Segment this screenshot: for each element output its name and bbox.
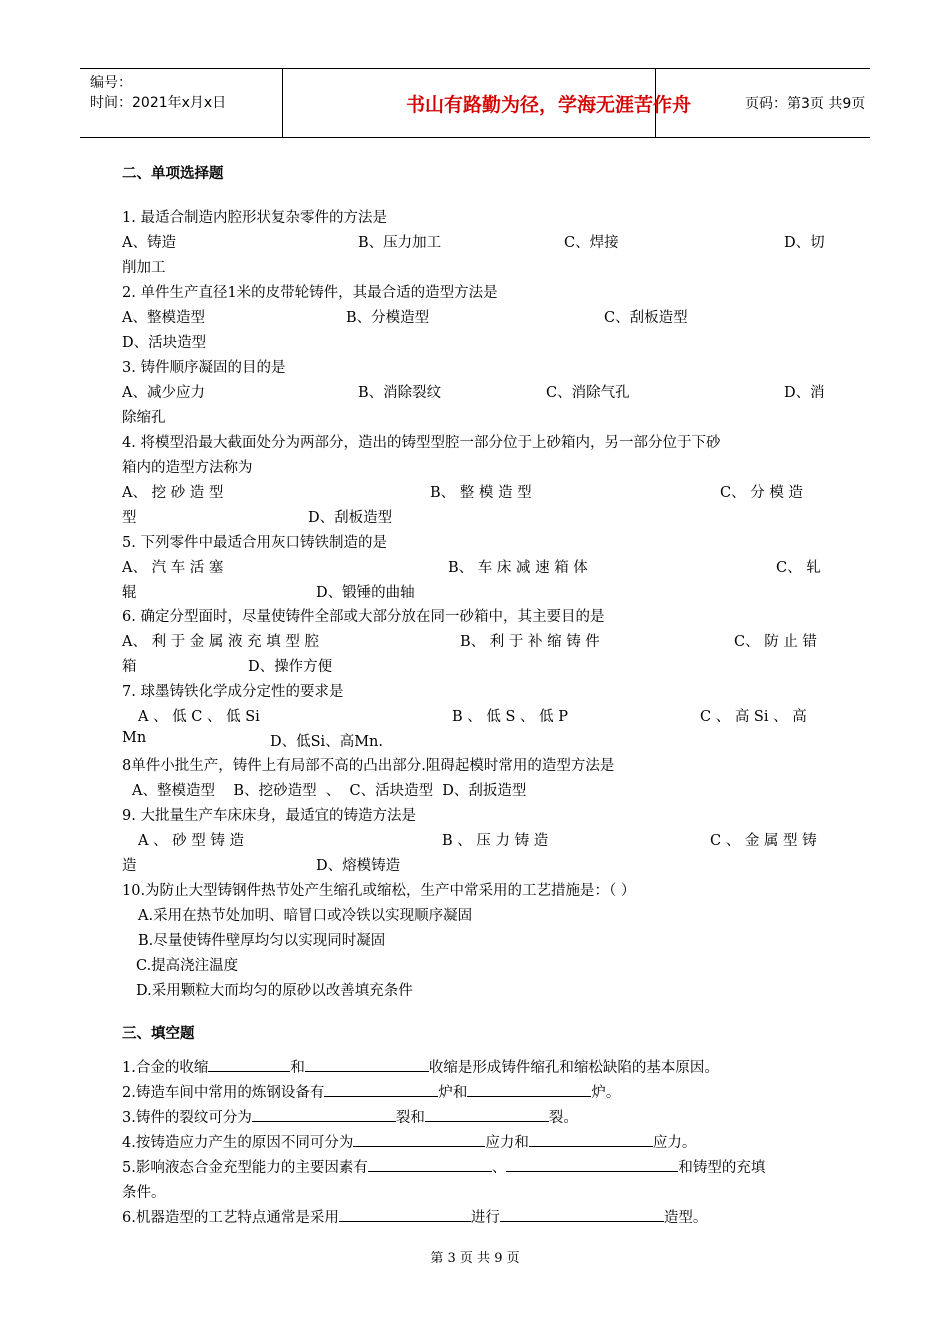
question-6-option-d: D、操作方便 [248,659,333,675]
fill-2-text-b: 炉和 [438,1085,468,1101]
fill-6-text-c: 造型。 [663,1210,708,1226]
fill-6-blank-2[interactable] [500,1207,664,1222]
question-7-option-c-cont: Mn [122,730,147,746]
question-9-option-d: D、熔模铸造 [316,858,401,874]
fill-6-blank-1[interactable] [339,1207,471,1222]
question-3-option-b: B、消除裂纹 [358,385,442,401]
question-4-option-b: B、 整 模 造 型 [430,485,532,501]
question-10-option-a: A.采用在热节处加明、暗冒口或冷铁以实现顺序凝固 [138,908,473,924]
fill-1-text-b: 和 [290,1060,305,1076]
question-2-stem: 2. 单件生产直径1米的皮带轮铸件，其最合适的造型方法是 [122,285,498,301]
fill-question-2 [122,1081,620,1102]
fill-5-text-a: 5.影响液态合金充型能力的主要因素有 [122,1160,368,1176]
question-5-option-a: A、 汽 车 活 塞 [122,560,224,576]
question-4-option-c-cont: 型 [122,510,137,526]
question-9-option-a: A 、 砂 型 铸 造 [138,833,245,849]
question-10-option-d: D.采用颗粒大而均匀的原砂以改善填充条件 [136,983,413,999]
question-1-option-c: C、焊接 [564,235,619,251]
question-7-option-a: A 、 低 C 、 低 Si [138,709,260,725]
fill-2-text-c: 炉。 [591,1085,621,1101]
question-6-option-a: A、 利 于 金 属 液 充 填 型 腔 [122,634,319,650]
fill-2-blank-2[interactable] [467,1082,591,1097]
page-header [80,68,870,138]
fill-6-text-b: 进行 [470,1210,500,1226]
question-4-option-d: D、刮板造型 [308,510,393,526]
question-6-option-b: B、 利 于 补 缩 铸 件 [460,634,600,650]
fill-3-text-a: 3.铸件的裂纹可分为 [122,1110,252,1126]
question-8-stem: 8单件小批生产，铸件上有局部不高的凸出部分.阻碍起模时常用的造型方法是 [122,758,615,774]
fill-5-blank-1[interactable] [368,1157,492,1172]
question-10-stem: 10.为防止大型铸钢件热节处产生缩孔或缩松，生产中常采用的工艺措施是：（ ） [122,883,636,899]
fill-3-text-c: 裂。 [548,1110,578,1126]
page-footer: 第 3 页 共 9 页 [430,1251,520,1266]
header-motto: 书山有路勤为径，学海无涯苦作舟 [405,93,691,116]
question-9-option-c: C 、 金 属 型 铸 [710,833,817,849]
fill-1-blank-2[interactable] [305,1057,429,1072]
question-3-option-c: C、消除气孔 [546,385,630,401]
question-4-option-c: C、 分 模 造 [720,485,803,501]
fill-question-3 [122,1106,578,1127]
fill-question-5-cont: 条件。 [122,1185,166,1201]
question-7-option-d: D、低Si、高Mn. [270,734,383,750]
question-10-option-b: B.尽量使铸件壁厚均匀以实现同时凝固 [138,933,386,949]
fill-5-blank-2[interactable] [506,1157,678,1172]
fill-4-text-a: 4.按铸造应力产生的原因不同可分为 [122,1135,354,1151]
fill-6-text-a: 6.机器造型的工艺特点通常是采用 [122,1210,339,1226]
question-6-option-c-cont: 箱 [122,659,137,675]
question-5-option-d: D、锻锤的曲轴 [316,585,415,601]
question-5-option-b: B、 车 床 减 速 箱 体 [448,560,588,576]
fill-question-1 [122,1056,719,1077]
question-1-option-a: A、铸造 [122,235,176,251]
section-title-single-choice: 二、单项选择题 [122,166,224,182]
fill-1-blank-1[interactable] [208,1057,290,1072]
fill-4-text-b: 应力和 [485,1135,529,1151]
question-5-option-c-cont: 辊 [122,585,137,601]
fill-question-6 [122,1206,707,1227]
fill-4-blank-2[interactable] [529,1132,653,1147]
question-2-option-b: B、分模造型 [346,310,430,326]
question-5-option-c: C、 轧 [776,560,821,576]
question-3-stem: 3. 铸件顺序凝固的目的是 [122,360,286,376]
question-7-option-c: C 、 高 Si 、 高 [700,709,807,725]
fill-5-text-b: 、 [491,1160,507,1176]
question-10-option-c: C.提高浇注温度 [136,958,239,974]
fill-1-text-a: 1.合金的收缩 [122,1060,209,1076]
header-divider [282,69,283,137]
question-4-stem-cont: 箱内的造型方法称为 [122,460,253,476]
question-6-option-c: C、 防 止 错 [734,634,817,650]
fill-3-blank-2[interactable] [425,1107,549,1122]
fill-3-text-b: 裂和 [395,1110,425,1126]
fill-2-blank-1[interactable] [324,1082,438,1097]
doc-number-label: 编号： [90,75,132,91]
question-1-option-d-cont: 削加工 [122,260,166,276]
question-9-option-b: B 、 压 力 铸 造 [442,833,549,849]
question-1-option-d: D、切 [784,235,825,251]
question-3-option-a: A、减少应力 [122,385,205,401]
question-2-option-a: A、整模造型 [122,310,205,326]
fill-question-5 [122,1156,765,1177]
fill-3-blank-1[interactable] [252,1107,396,1122]
question-9-stem: 9. 大批量生产车床床身，最适宜的铸造方法是 [122,808,416,824]
fill-question-4 [122,1131,696,1152]
fill-5-text-c: 和铸型的充填 [678,1160,766,1176]
question-3-option-d-cont: 除缩孔 [122,410,166,426]
question-6-stem: 6. 确定分型面时，尽量使铸件全部或大部分放在同一砂箱中，其主要目的是 [122,609,605,625]
question-8-options: A、整模造型 B、挖砂造型 、 C、活块造型 D、刮扳造型 [132,783,527,799]
header-meta [90,73,226,113]
question-4-option-a: A、 挖 砂 造 型 [122,485,224,501]
doc-time-label: 时间：2021年x月x日 [90,95,227,111]
fill-4-text-c: 应力。 [652,1135,697,1151]
question-1-option-b: B、压力加工 [358,235,442,251]
question-2-option-c: C、刮板造型 [604,310,688,326]
question-9-option-c-cont: 造 [122,858,137,874]
header-page-info: 页码：第3页 共9页 [745,96,866,112]
fill-1-text-c: 收缩是形成铸件缩孔和缩松缺陷的基本原因。 [428,1060,719,1076]
question-2-option-d: D、活块造型 [122,335,207,351]
fill-2-text-a: 2.铸造车间中常用的炼钢设备有 [122,1085,325,1101]
question-4-stem: 4. 将模型沿最大截面处分为两部分，造出的铸型型腔一部分位于上砂箱内，另一部分位于下砂 [122,435,721,451]
question-5-stem: 5. 下列零件中最适合用灰口铸铁制造的是 [122,535,387,551]
question-1-stem: 1. 最适合制造内腔形状复杂零件的方法是 [122,210,387,226]
question-7-option-b: B 、 低 S 、 低 P [452,709,568,725]
fill-4-blank-1[interactable] [353,1132,485,1147]
section-title-fill-blank: 三、填空题 [122,1026,195,1042]
question-3-option-d: D、消 [784,385,825,401]
question-7-stem: 7. 球墨铸铁化学成分定性的要求是 [122,684,344,700]
